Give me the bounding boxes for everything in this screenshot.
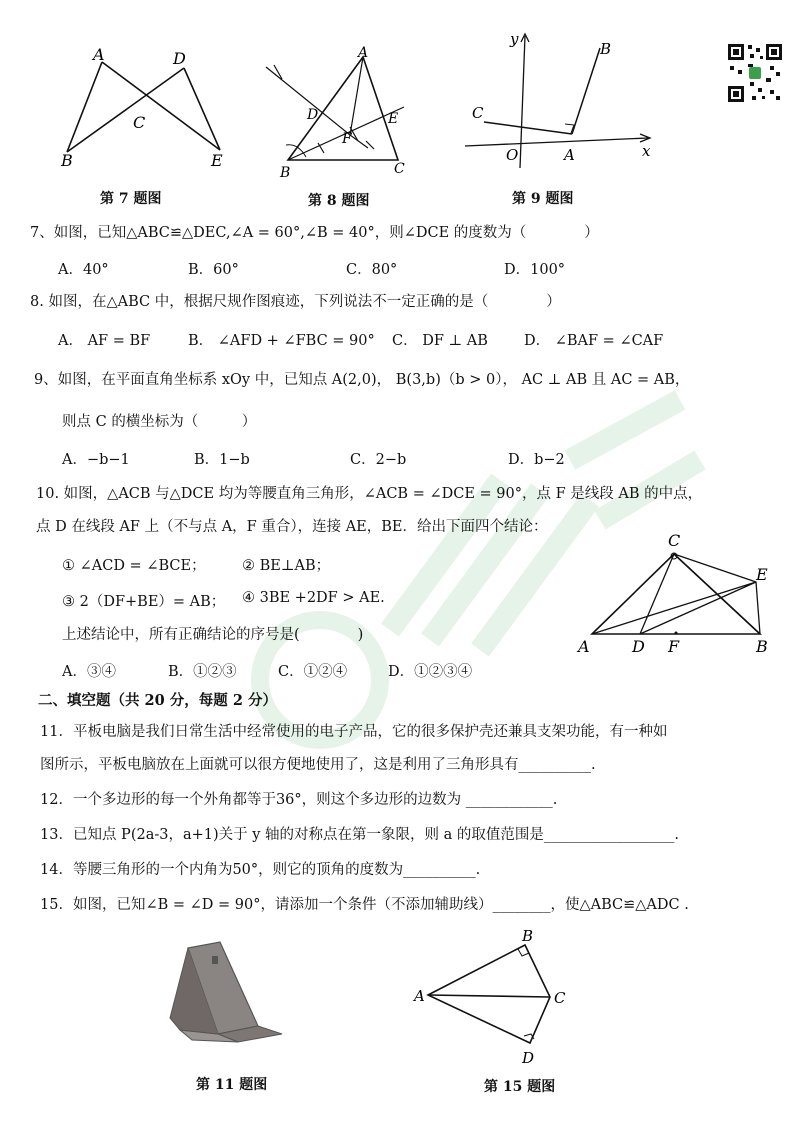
- q9-option-b: B．1−b: [194, 452, 250, 468]
- fig8-label-d: D: [307, 107, 319, 123]
- q8-option-a: A． AF = BF: [58, 333, 151, 349]
- q8-option-b: B． ∠AFD + ∠FBC = 90°: [188, 333, 375, 349]
- q10-conclusion-4: ④ 3BE +2DF > AE.: [242, 590, 385, 606]
- fig8-label-a: A: [358, 45, 369, 61]
- question-7-stem: 7、如图，已知△ABC≌△DEC,∠A = 60°,∠B = 40°，则∠DCE 的度数为（ ）: [30, 225, 599, 241]
- question-13: 13．已知点 P(2a-3，a+1)关于 y 轴的对称点在第一象限，则 a 的取值范围是__________________.: [40, 827, 680, 843]
- fig15-label-b: B: [522, 927, 534, 945]
- section-2-heading: 二、填空题（共 20 分，每题 2 分）: [38, 692, 277, 709]
- figure-7: [55, 40, 235, 180]
- question-10-stem: 10. 如图，△ACB 与△DCE 均为等腰直角三角形，∠ACB = ∠DCE = 90°，点 F 是线段 AB 的中点，: [36, 486, 703, 502]
- fig7-label-e: E: [211, 151, 223, 170]
- figure-9: [460, 28, 660, 178]
- q10-option-c: C．①②④: [278, 664, 348, 680]
- fig8-label-e: E: [388, 111, 399, 127]
- question-11-line1: 11．平板电脑是我们日常生活中经常使用的电子产品，它的很多保护壳还兼具支架功能，有一种如: [40, 724, 668, 740]
- fig10-label-f: F: [668, 637, 680, 656]
- question-10-stem-line3: 上述结论中，所有正确结论的序号是( ): [62, 627, 364, 643]
- fig9-label-o: O: [506, 146, 519, 164]
- fig7-label-d: D: [173, 49, 186, 68]
- fig8-label-b: B: [280, 165, 291, 181]
- figure-10: [572, 526, 778, 660]
- fig9-label-y: y: [510, 30, 519, 48]
- fig15-label-d: D: [522, 1049, 535, 1065]
- figure-9-caption: 第 9 题图: [512, 191, 574, 207]
- fig7-label-c: C: [133, 113, 146, 132]
- q9-option-a: A．−b−1: [62, 452, 130, 468]
- fig10-label-c: C: [668, 531, 681, 550]
- figure-11-caption: 第 11 题图: [196, 1077, 268, 1093]
- question-11-line2: 图所示，平板电脑放在上面就可以很方便地使用了，这是利用了三角形具有__________.: [40, 757, 596, 773]
- question-15: 15．如图，已知∠B = ∠D = 90°，请添加一个条件（不添加辅助线）________，使△ABC≌△ADC .: [40, 897, 689, 913]
- fig9-label-b: B: [600, 40, 612, 58]
- fig9-label-x: x: [642, 142, 651, 160]
- question-8-stem: 8. 如图，在△ABC 中，根据尺规作图痕迹，下列说法不一定正确的是（ ）: [30, 294, 561, 310]
- question-14: 14．等腰三角形的一个内角为50°，则它的顶角的度数为__________.: [40, 862, 481, 878]
- q10-conclusion-2: ② BE⊥AB；: [242, 558, 331, 574]
- figure-8-caption: 第 8 题图: [308, 193, 370, 209]
- figure-11-tablet-image: [160, 938, 290, 1048]
- q10-option-a: A．③④: [62, 664, 116, 680]
- question-9-stem: 9、如图，在平面直角坐标系 xOy 中，已知点 A(2,0)， B(3,b)（b > 0）， AC ⊥ AB 且 AC = AB，: [34, 372, 690, 388]
- question-12: 12．一个多边形的每一个外角都等于36°，则这个多边形的边数为 ____________.: [40, 792, 558, 808]
- figure-15-caption: 第 15 题图: [484, 1079, 556, 1095]
- q7-option-c: C．80°: [346, 262, 398, 278]
- qr-code-image: [726, 42, 784, 104]
- q9-option-c: C．2−b: [350, 452, 407, 468]
- fig8-label-c: C: [394, 161, 405, 177]
- q8-option-c: C． DF ⊥ AB: [392, 333, 488, 349]
- question-10-stem-line2: 点 D 在线段 AF 上（不与点 A，F 重合），连接 AE，BE．给出下面四个结论：: [36, 519, 548, 535]
- fig7-label-b: B: [61, 151, 73, 170]
- fig9-label-c: C: [472, 104, 484, 122]
- figure-8: [258, 45, 418, 185]
- fig7-label-a: A: [93, 45, 105, 64]
- fig8-label-f: F: [342, 131, 352, 147]
- q10-option-d: D．①②③④: [388, 664, 473, 680]
- fig9-label-a: A: [564, 146, 575, 164]
- q7-option-b: B．60°: [188, 262, 239, 278]
- fig10-label-b: B: [756, 637, 768, 656]
- fig10-label-d: D: [632, 637, 645, 656]
- q7-option-a: A．40°: [58, 262, 109, 278]
- fig15-label-c: C: [554, 989, 566, 1007]
- q10-conclusion-3: ③ 2（DF+BE）= AB；: [62, 594, 226, 610]
- fig10-label-e: E: [756, 565, 768, 584]
- q9-option-d: D．b−2: [508, 452, 565, 468]
- fig10-label-a: A: [578, 637, 590, 656]
- question-9-stem-line2: 则点 C 的横坐标为（ ）: [62, 414, 257, 430]
- figure-15: [410, 925, 580, 1065]
- q10-conclusion-1: ① ∠ACD = ∠BCE；: [62, 558, 206, 574]
- figure-7-caption: 第 7 题图: [100, 191, 162, 207]
- q10-option-b: B．①②③: [168, 664, 237, 680]
- fig15-label-a: A: [414, 987, 425, 1005]
- q7-option-d: D．100°: [504, 262, 566, 278]
- q8-option-d: D． ∠BAF = ∠CAF: [524, 333, 664, 349]
